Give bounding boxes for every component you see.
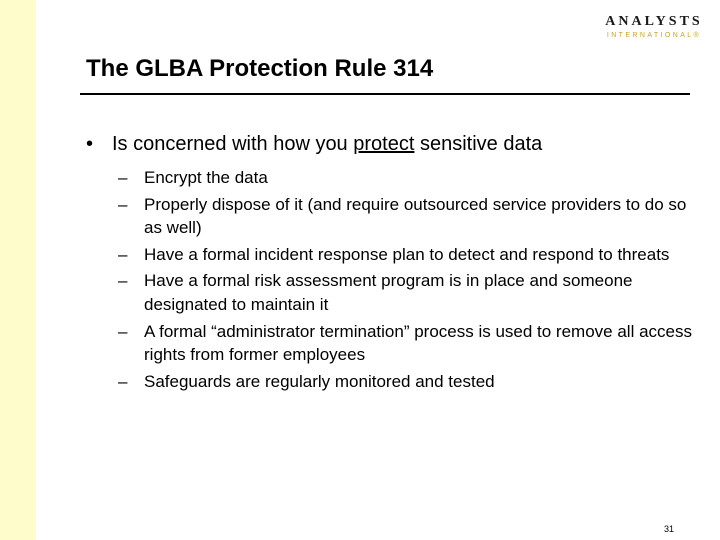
sub-bullet-text: Have a formal risk assessment program is in place and someone designated to maintain it: [144, 271, 633, 314]
sub-bullet-item: [118, 166, 696, 190]
sub-bullet-list: [86, 166, 696, 393]
sub-bullet-text: A formal “administrator termination” process is used to remove all access rights from former employees: [144, 321, 692, 365]
dash-marker: –: [118, 244, 128, 264]
sub-bullet-text: Properly dispose of it (and require outsourced service providers to do so as well): [144, 194, 687, 238]
bullet-text-after: sensitive data: [419, 133, 543, 155]
bullet-marker: •: [86, 133, 94, 155]
slide-body: [86, 130, 696, 396]
bullet-underlined-word: protect: [353, 133, 415, 155]
sub-bullet-text: Encrypt the data: [144, 168, 268, 187]
sub-bullet-item: [118, 320, 696, 367]
dash-marker: –: [118, 371, 128, 391]
sub-bullet-item: [118, 269, 696, 316]
sub-bullet-item: [118, 193, 696, 240]
dash-marker: –: [118, 271, 128, 291]
dash-marker: –: [118, 168, 128, 187]
bullet-text-before: Is concerned with how you: [112, 133, 348, 155]
dash-marker: –: [118, 321, 128, 341]
slide-title: The GLBA Protection Rule 314: [86, 55, 434, 82]
page-number: 31: [664, 524, 675, 534]
company-logo: [600, 14, 708, 40]
sub-bullet-item: [118, 243, 696, 267]
left-accent-bar: [0, 0, 36, 540]
logo-subtitle: INTERNATIONAL®: [606, 32, 702, 39]
sub-bullet-item: [118, 370, 696, 394]
sub-bullet-text: Have a formal incident response plan to detect and respond to threats: [144, 244, 670, 264]
title-divider: [80, 93, 690, 95]
sub-bullet-text: Safeguards are regularly monitored and tested: [144, 371, 495, 391]
logo-wordmark: ANALYSTS: [605, 14, 703, 29]
dash-marker: –: [118, 194, 128, 214]
main-bullet: [86, 130, 696, 158]
